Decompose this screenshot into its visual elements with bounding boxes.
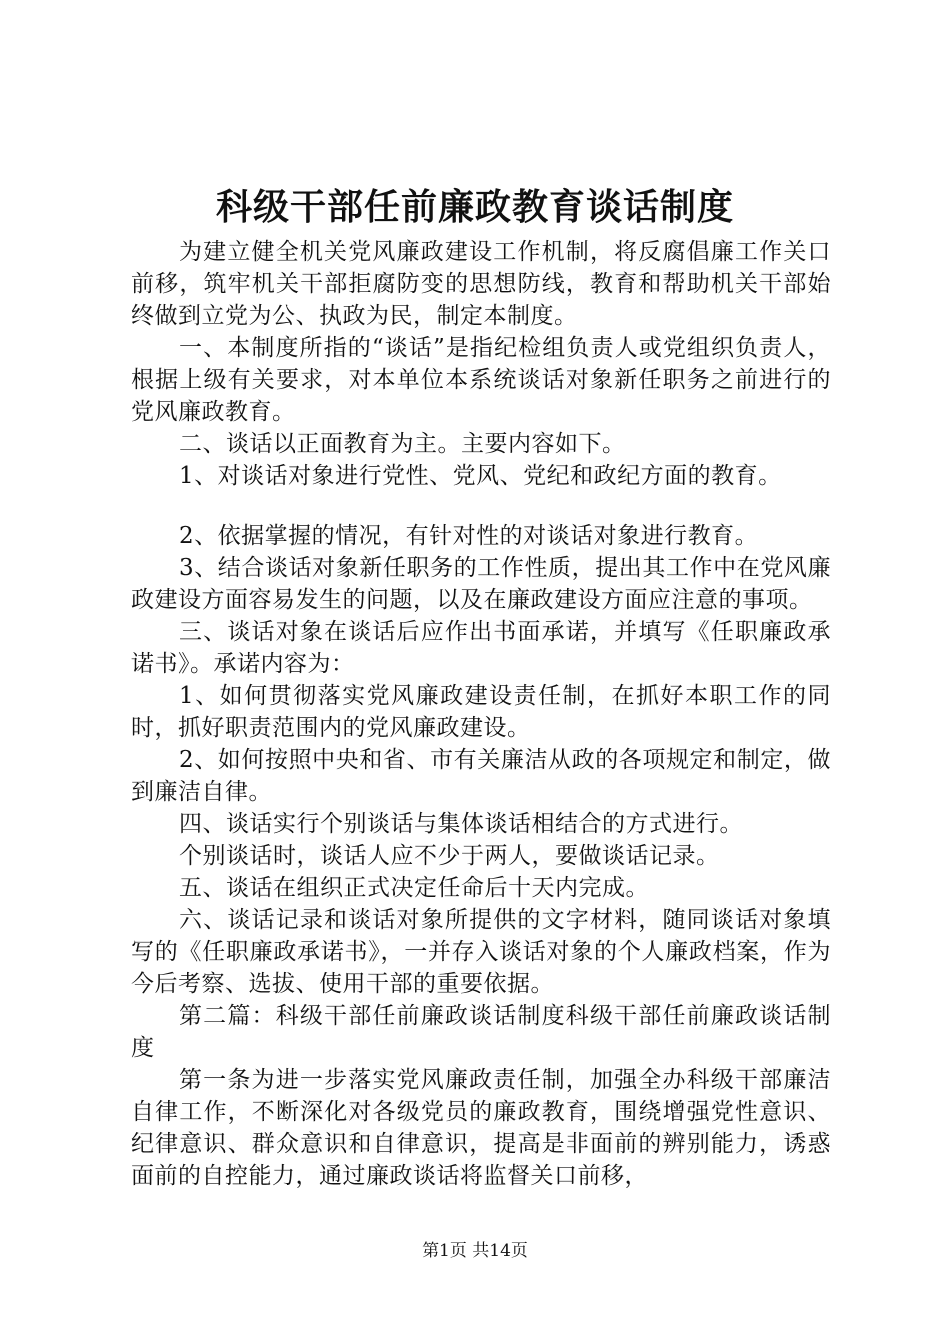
paragraph: 六、谈话记录和谈话对象所提供的文字材料，随同谈话对象填写的《任职廉政承诺书》，一并存入谈话对象的个人廉政档案，作为今后考察、选拔、使用干部的重要依据。	[131, 907, 831, 997]
paragraph: 五、谈话在组织正式决定任命后十天内完成。	[179, 875, 649, 901]
paragraph: 二、谈话以正面教育为主。主要内容如下。	[179, 431, 626, 457]
paragraph: 3、结合谈话对象新任职务的工作性质，提出其工作中在党风廉政建设方面容易发生的问题，以及在廉政建设方面应注意的事项。	[131, 555, 831, 613]
paragraph: 个别谈话时，谈话人应不少于两人，要做谈话记录。	[179, 843, 720, 869]
paragraph: 四、谈话实行个别谈话与集体谈话相结合的方式进行。	[179, 811, 743, 837]
paragraph: 第一条为进一步落实党风廉政责任制，加强全办科级干部廉洁自律工作，不断深化对各级党员的廉政教育，围绕增强党性意识、纪律意识、群众意识和自律意识，提高是非面前的辨别能力，诱惑面前的自控能力，通过廉政谈话将监督关口前移，	[131, 1067, 831, 1189]
paragraph: 一、本制度所指的“谈话”是指纪检组负责人或党组织负责人，根据上级有关要求，对本单位本系统谈话对象新任职务之前进行的党风廉政教育。	[131, 335, 831, 425]
document-title: 科级干部任前廉政教育谈话制度	[215, 186, 734, 228]
document-body	[131, 236, 831, 1192]
page-footer: 第1页 共14页	[422, 1241, 528, 1261]
paragraph: 2、依据掌握的情况，有针对性的对谈话对象进行教育。	[179, 523, 759, 549]
paragraph: 2、如何按照中央和省、市有关廉洁从政的各项规定和制定，做到廉洁自律。	[131, 747, 831, 805]
paragraph-gap	[131, 492, 831, 520]
paragraph: 1、对谈话对象进行党性、党风、党纪和政纪方面的教育。	[179, 463, 782, 489]
paragraph: 为建立健全机关党风廉政建设工作机制，将反腐倡廉工作关口前移，筑牢机关干部拒腐防变的思想防线，教育和帮助机关干部始终做到立党为公、执政为民，制定本制度。	[131, 239, 831, 329]
paragraph: 1、如何贯彻落实党风廉政建设责任制，在抓好本职工作的同时，抓好职责范围内的党风廉政建设。	[131, 683, 831, 741]
paragraph: 三、谈话对象在谈话后应作出书面承诺，并填写《任职廉政承诺书》。承诺内容为：	[131, 619, 831, 677]
paragraph: 第二篇：科级干部任前廉政谈话制度科级干部任前廉政谈话制度	[131, 1003, 831, 1061]
